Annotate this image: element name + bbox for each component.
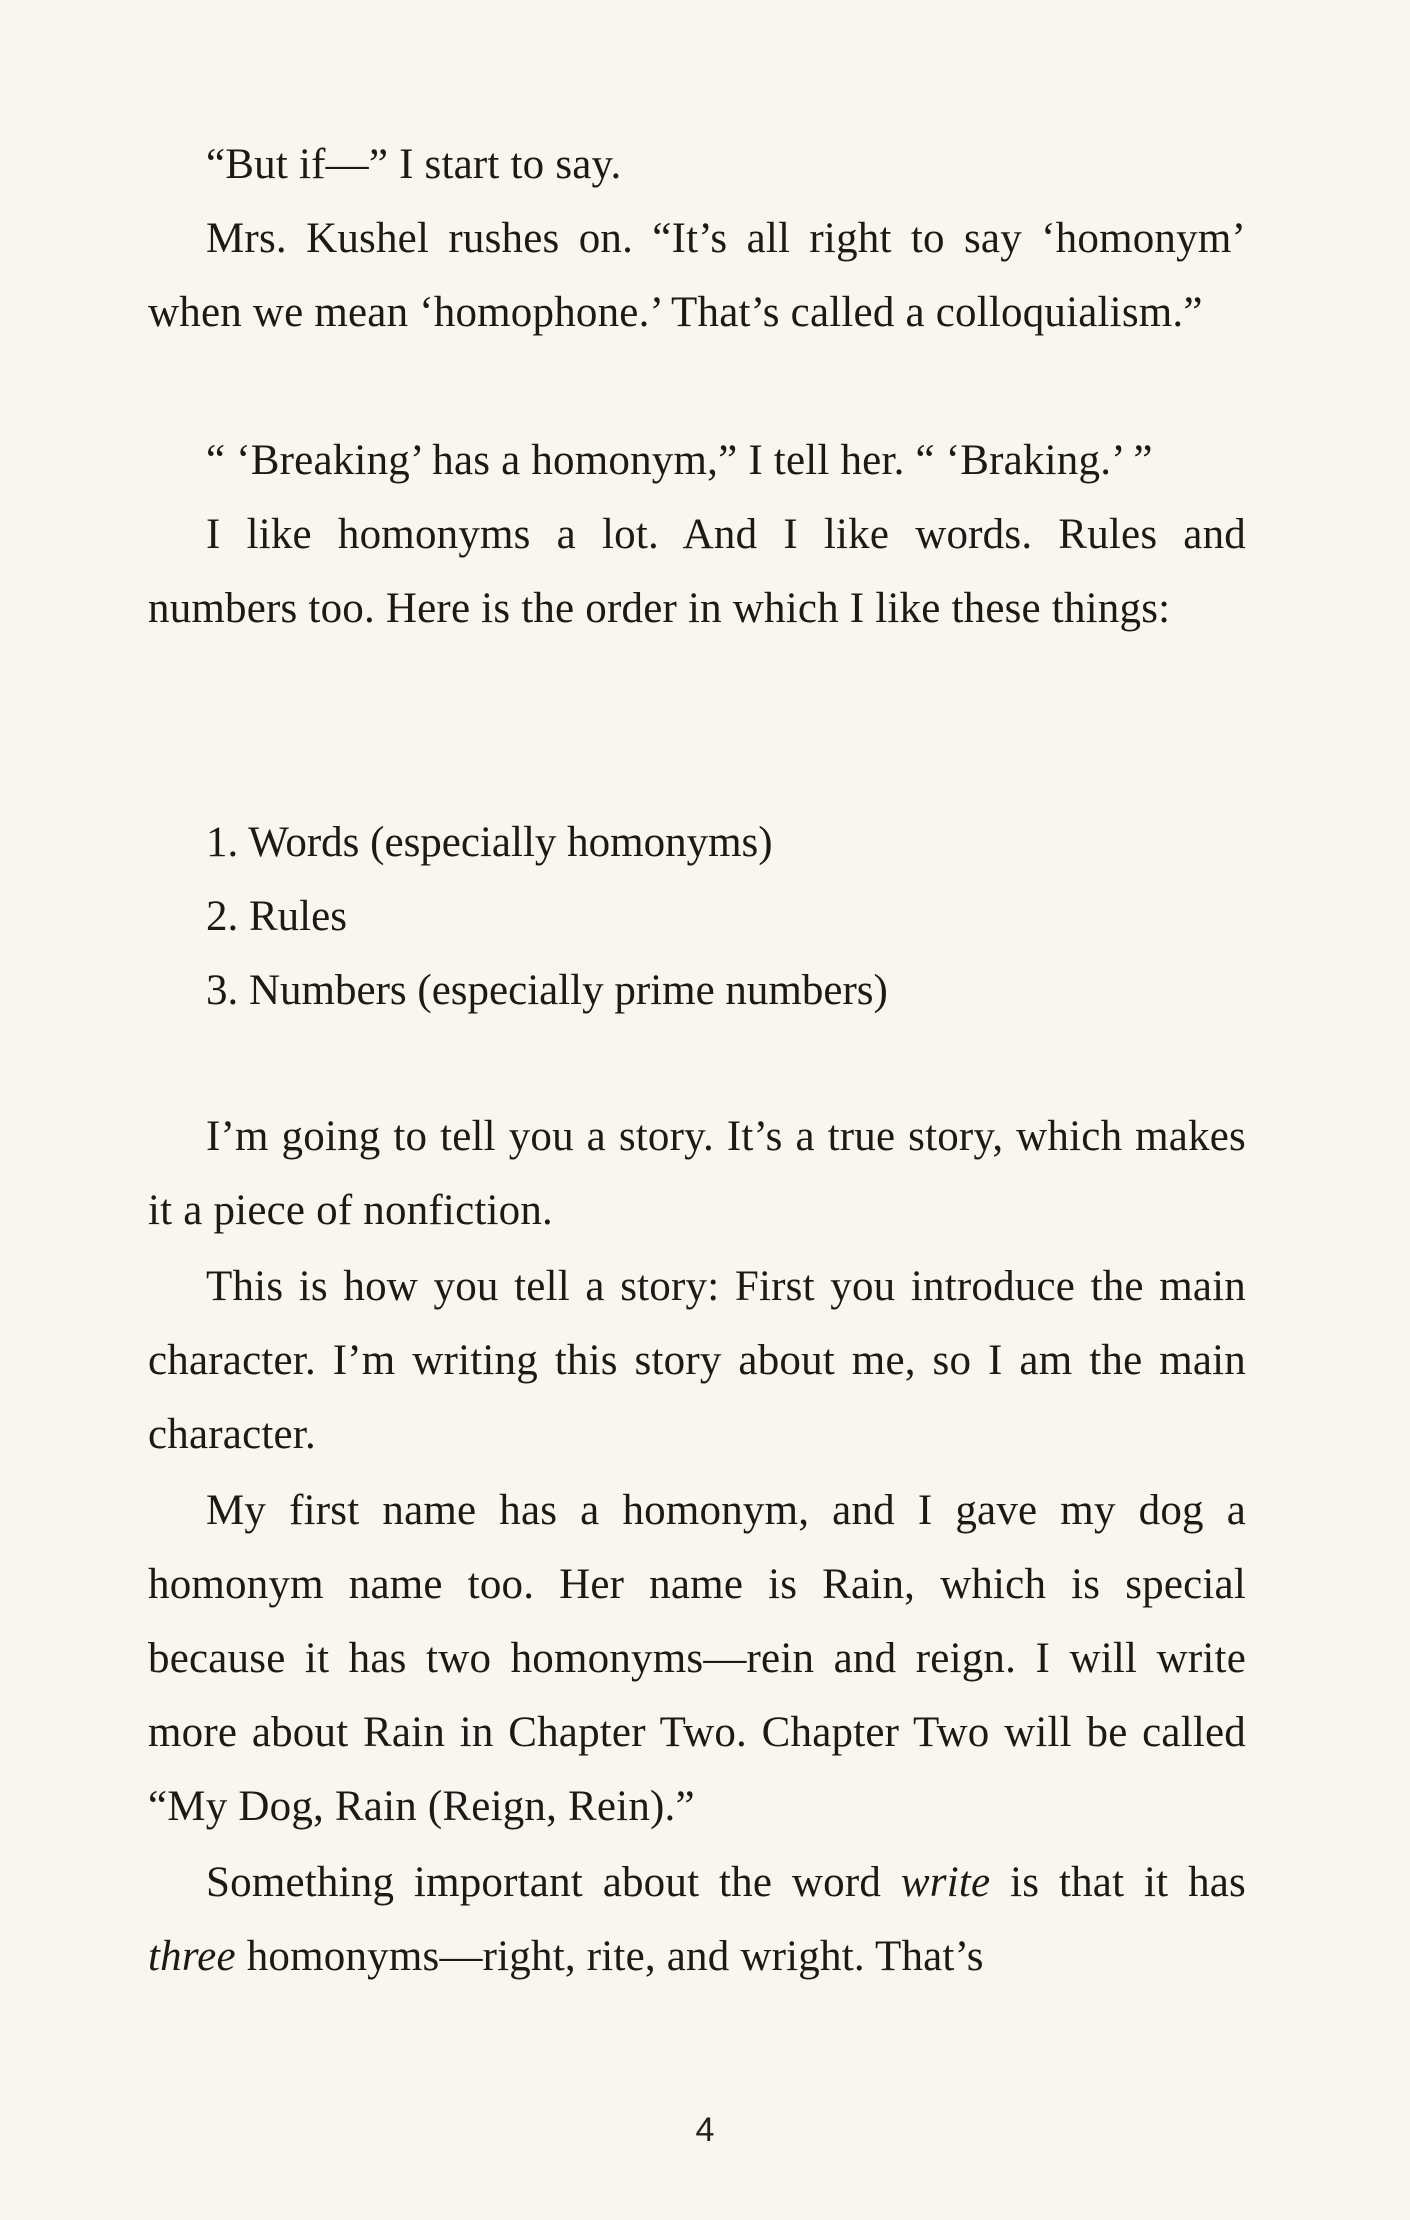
paragraph-homonyms-order: I like homonyms a lot. And I like words. Rules and numbers too. Here is the order in which I like these things: [148, 511, 1246, 632]
paragraph-mrs-kushel: Mrs. Kushel rushes on. “It’s all right to say ‘homonym’ when we mean ‘homophone.’ That’s called a colloquialism.” [148, 215, 1246, 336]
italic-word-three: three [148, 1933, 236, 1980]
paragraph-but-if: “But if—” I start to say. [206, 141, 622, 188]
paragraph-breaking: “ ‘Breaking’ has a homonym,” I tell her. “ ‘Braking.’ ” [206, 437, 1153, 484]
italic-word-write: write [900, 1859, 991, 1906]
paragraph-write-homonyms [148, 1846, 1246, 1994]
text-segment: is that it has [990, 1859, 1246, 1906]
paragraph-dog-rain: My first name has a homonym, and I gave my dog a homonym name too. Her name is Rain, which is special because it has two homonyms—rein and reign. I will write more about Rain in Chapter Two. Chapter Two will be called “My Dog, Rain (Reign, Rein).” [148, 1487, 1246, 1830]
text-segment: homonyms—right, rite, and wright. That’s [235, 1933, 984, 1980]
text-segment: Something important about the word [206, 1859, 901, 1906]
list-item-words: 1. Words (especially homonyms) [206, 819, 773, 866]
paragraph-story-intro: I’m going to tell you a story. It’s a true story, which makes it a piece of nonfiction. [148, 1113, 1246, 1234]
list-item-numbers: 3. Numbers (especially prime numbers) [206, 967, 888, 1014]
page-number: 4 [695, 2111, 715, 2149]
paragraph-main-character: This is how you tell a story: First you introduce the main character. I’m writing this story about me, so I am the main character. [148, 1263, 1246, 1458]
list-item-rules: 2. Rules [206, 893, 347, 940]
